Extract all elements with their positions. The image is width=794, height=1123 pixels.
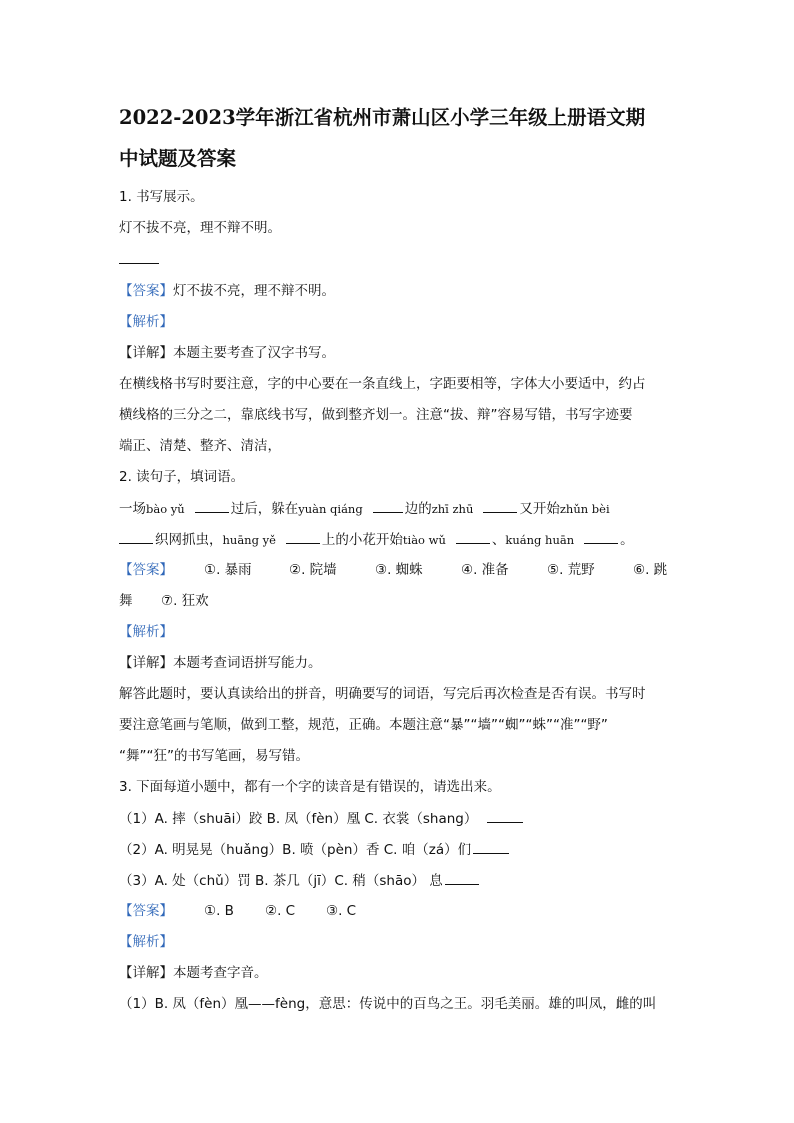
q3-option-text: （3）A. 处（chǔ）罚 B. 茶几（jī）C. 稍（shāo） 息 [119, 873, 443, 889]
analysis-tag: 【解析】 [119, 934, 173, 950]
answer-blank [487, 810, 523, 823]
answer-blank [456, 531, 490, 544]
q2-detail [119, 655, 679, 671]
document-title-line1: 2022-2023学年浙江省杭州市萧山区小学三年级上册语文期 [119, 106, 646, 129]
q2-text: 上的小花开始 [321, 532, 403, 548]
q2-answer-line2 [119, 593, 679, 609]
pinyin: tiào wǔ [402, 533, 446, 547]
q2-explanation-1: 解答此题时，要认真读给出的拼音，明确要写的词语，写完后再次检查是否有误。书写时 [119, 686, 646, 702]
q2-explanation-2: 要注意笔画与笔顺，做到工整，规范，正确。本题注意“暴”“墙”“蜘”“蛛”“准”“野” [119, 717, 608, 733]
pinyin: bào yǔ [146, 502, 185, 516]
q3-option-text: （2）A. 明晃晃（huǎng）B. 喷（pèn）香 C. 咱（zá）们 [119, 842, 472, 858]
q3-detail-text: 本题考查字音。 [173, 965, 268, 981]
q2-sentence-2 [119, 531, 679, 548]
q3-heading: 3. 下面每道小题中，都有一个字的读音是有错误的，请选出来。 [119, 779, 501, 795]
q1-detail-text: 本题主要考查了汉字书写。 [173, 345, 335, 361]
answer-blank [584, 531, 618, 544]
q3-answer-3: ③. C [326, 903, 357, 919]
q1-detail [119, 345, 679, 361]
q2-answer-2: ②. 院墙 [289, 562, 337, 578]
q1-answer [119, 283, 679, 299]
pinyin: zhī zhū [431, 502, 474, 516]
q2-text: 一场 [119, 501, 146, 517]
q2-text: 、 [491, 532, 506, 548]
q1-analysis [119, 314, 679, 330]
q3-answer-1: ①. B [204, 903, 234, 919]
q2-answer-6: ⑥. 跳 [633, 562, 668, 578]
q2-answer-3: ③. 蜘蛛 [375, 562, 423, 578]
q1-answer-blank [119, 251, 679, 268]
analysis-tag: 【解析】 [119, 314, 173, 330]
pinyin: zhǔn bèi [559, 502, 610, 516]
analysis-tag: 【解析】 [119, 624, 173, 640]
q2-answer-1: ①. 暴雨 [204, 562, 252, 578]
answer-blank [286, 531, 320, 544]
q1-explanation-1: 在横线格书写时要注意，字的中心要在一条直线上，字距要相等，字体大小要适中，约占 [119, 376, 646, 392]
q2-text: 又开始 [519, 501, 560, 517]
q3-option-text: （1）A. 摔（shuāi）跤 B. 凤（fèn）凰 C. 衣裳（shang） [119, 811, 478, 827]
q1-heading: 1. 书写展示。 [119, 189, 204, 205]
q2-explanation-3: “舞”“狂”的书写笔画，易写错。 [119, 748, 309, 764]
q3-option-3 [119, 872, 679, 889]
pinyin: kuáng huān [505, 533, 575, 547]
pinyin: huāng yě [222, 533, 276, 547]
answer-blank [483, 500, 517, 513]
q2-text: 织网抓虫， [155, 532, 223, 548]
q2-text: 过后，躲在 [230, 501, 299, 517]
q2-detail-text: 本题考查词语拼写能力。 [173, 655, 322, 671]
detail-tag: 【详解】 [119, 965, 173, 981]
detail-tag: 【详解】 [119, 345, 173, 361]
q2-answer-5: ⑤. 荒野 [547, 562, 595, 578]
answer-tag: 【答案】 [119, 903, 173, 919]
answer-blank [445, 872, 479, 885]
answer-blank [119, 251, 159, 264]
answer-blank [473, 841, 509, 854]
q1-explanation-2: 横线格的三分之二，靠底线书写，做到整齐划一。注意“拔、辩”容易写错，书写字迹要 [119, 407, 633, 423]
answer-blank [373, 500, 403, 513]
q3-explanation-1: （1）B. 凤（fèn）凰——fèng，意思：传说中的百鸟之王。羽毛美丽。雄的叫凤，雌的叫 [119, 996, 657, 1012]
answer-tag: 【答案】 [119, 283, 173, 299]
q2-answer-4: ④. 准备 [461, 562, 509, 578]
answer-tag: 【答案】 [119, 562, 173, 578]
detail-tag: 【详解】 [119, 655, 173, 671]
q2-analysis [119, 624, 679, 640]
q2-text: 。 [620, 532, 634, 548]
q1-text: 灯不拔不亮，理不辩不明。 [119, 220, 281, 236]
answer-blank [195, 500, 229, 513]
q3-option-2 [119, 841, 679, 858]
q2-answer-7: ⑦. 狂欢 [161, 593, 209, 609]
document-title-line2: 中试题及答案 [119, 147, 237, 170]
q3-detail [119, 965, 679, 981]
q2-answer-6-cont: 舞 [119, 593, 133, 609]
pinyin: yuàn qiáng [298, 502, 363, 516]
q3-option-1 [119, 810, 679, 827]
q2-sentence-1 [119, 500, 679, 517]
q3-analysis [119, 934, 679, 950]
q1-explanation-3: 端正、清楚、整齐、清洁， [119, 438, 281, 454]
q2-text: 边的 [404, 501, 432, 517]
q1-answer-text: 灯不拔不亮，理不辩不明。 [173, 283, 335, 299]
q3-answer-2: ②. C [265, 903, 296, 919]
q2-heading: 2. 读句子，填词语。 [119, 469, 245, 485]
answer-blank [119, 531, 153, 544]
q2-answer [119, 562, 679, 578]
q3-answer [119, 903, 679, 919]
